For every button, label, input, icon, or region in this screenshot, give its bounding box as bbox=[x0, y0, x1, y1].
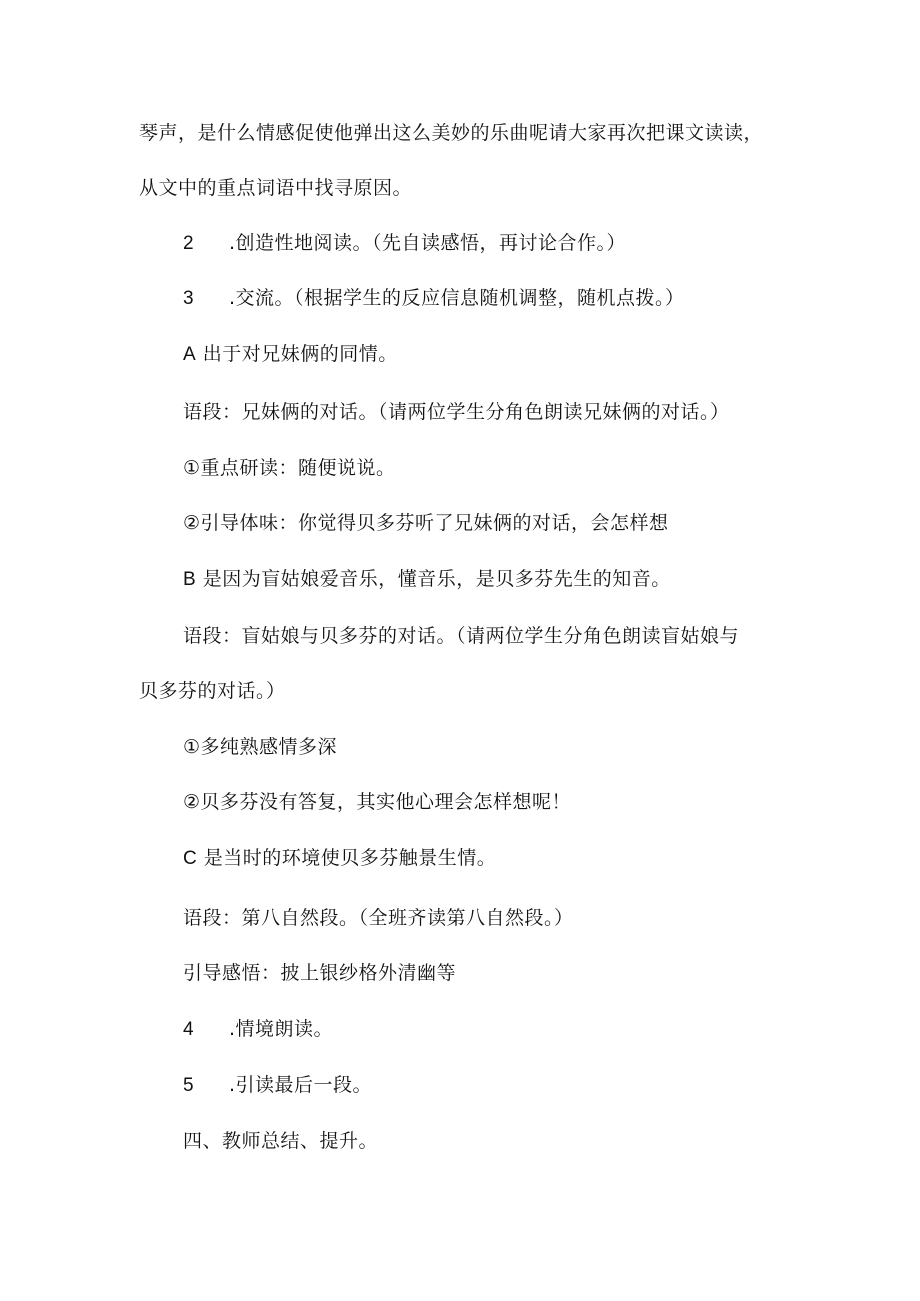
point-line: ①多纯熟感情多深 bbox=[183, 736, 338, 758]
list-item-4 bbox=[183, 1017, 333, 1042]
list-item-2 bbox=[183, 231, 626, 256]
list-number: 4 bbox=[183, 1019, 195, 1040]
paragraph-line: 琴声，是什么情感促使他弹出这么美妙的乐曲呢请大家再次把课文读读， bbox=[139, 122, 764, 144]
list-text: .交流。（根据学生的反应信息随机调整，随机点拨。） bbox=[229, 287, 685, 309]
list-item-5 bbox=[183, 1073, 372, 1098]
subpoint-text: 出于对兄妹俩的同情。 bbox=[202, 343, 398, 365]
list-number: 5 bbox=[183, 1075, 195, 1096]
subpoint-c bbox=[183, 846, 496, 871]
point-line: ②引导体味：你觉得贝多芬听了兄妹俩的对话，会怎样想 bbox=[183, 512, 669, 534]
point-line: ①重点研读：随便说说。 bbox=[183, 457, 396, 479]
list-text: .引读最后一段。 bbox=[229, 1074, 373, 1096]
segment-line: 语段：盲姑娘与贝多芬的对话。（请两位学生分角色朗读盲姑娘与 bbox=[183, 625, 740, 647]
list-text: .情境朗读。 bbox=[229, 1018, 334, 1040]
point-line: ②贝多芬没有答复，其实他心理会怎样想呢！ bbox=[183, 791, 572, 813]
list-text: .创造性地阅读。（先自读感悟，再讨论合作。） bbox=[229, 232, 627, 254]
subpoint-b bbox=[183, 567, 671, 592]
section-heading: 四、教师总结、提升。 bbox=[183, 1130, 379, 1152]
segment-line: 语段：第八自然段。（全班齐读第八自然段。） bbox=[183, 907, 574, 929]
list-number: 2 bbox=[183, 233, 195, 254]
segment-line: 语段：兄妹俩的对话。（请两位学生分角色朗读兄妹俩的对话。） bbox=[183, 401, 730, 423]
guide-line: 引导感悟：披上银纱格外清幽等 bbox=[183, 962, 457, 984]
subpoint-letter: A bbox=[183, 344, 197, 365]
subpoint-text: 是因为盲姑娘爱音乐，懂音乐，是贝多芬先生的知音。 bbox=[202, 568, 671, 590]
subpoint-letter: C bbox=[183, 848, 198, 869]
subpoint-letter: B bbox=[183, 569, 197, 590]
list-item-3 bbox=[183, 286, 685, 311]
list-number: 3 bbox=[183, 288, 195, 309]
paragraph-line: 从文中的重点词语中找寻原因。 bbox=[139, 177, 413, 199]
subpoint-text: 是当时的环境使贝多芬触景生情。 bbox=[203, 847, 497, 869]
subpoint-a bbox=[183, 342, 398, 367]
segment-line: 贝多芬的对话。） bbox=[139, 680, 286, 702]
